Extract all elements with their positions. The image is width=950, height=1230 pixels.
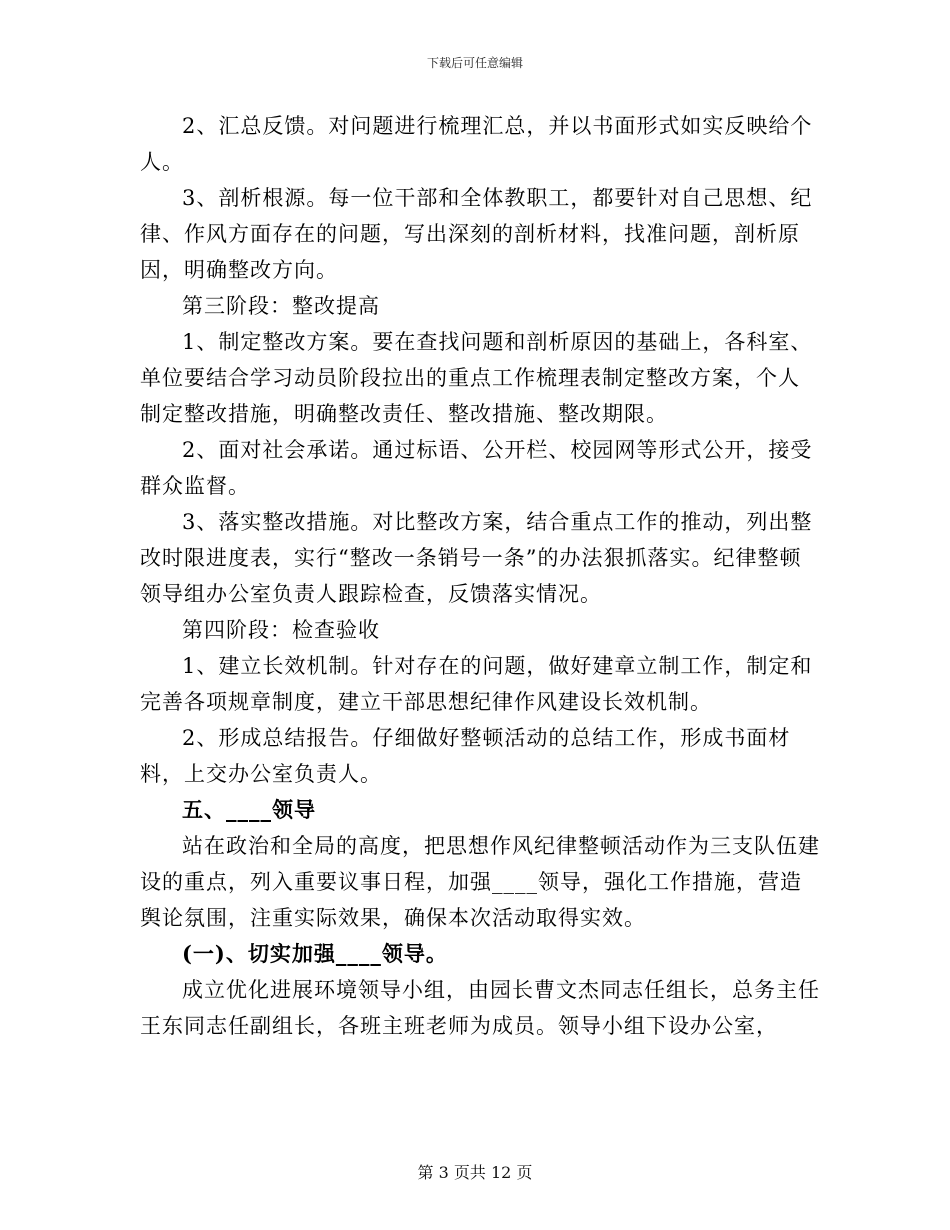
paragraph-summary-feedback: 2、汇总反馈。对问题进行梳理汇总，并以书面形式如实反映给个人。 <box>140 114 813 174</box>
paragraph-rectification-plan: 1、制定整改方案。要在查找问题和剖析原因的基础上，各科室、单位要结合学习动员阶段拉出的重点工作梳理表制定整改方案，个人制定整改措施，明确整改责任、整改措施、整改期限。 <box>140 330 813 426</box>
paragraph-root-analysis: 3、剖析根源。每一位干部和全体教职工，都要针对自己思想、纪律、作风方面存在的问题，写出深刻的剖析材料，找准问题，剖析原因，明确整改方向。 <box>140 186 813 282</box>
paragraph-leadership-group: 成立优化进展环境领导小组，由园长曹文杰同志任组长，总务主任王东同志任副组长，各班主班老师为成员。领导小组下设办公室， <box>140 978 820 1038</box>
paragraph-long-term-mechanism: 1、建立长效机制。针对存在的问题，做好建章立制工作，制定和完善各项规章制度，建立干部思想纪律作风建设长效机制。 <box>140 654 813 714</box>
paragraph-summary-report: 2、形成总结报告。仔细做好整顿活动的总结工作，形成书面材料，上交办公室负责人。 <box>140 726 791 786</box>
page-number: 第 3 页共 12 页 <box>417 1163 533 1182</box>
paragraph-political-height: 站在政治和全局的高度，把思想作风纪律整顿活动作为三支队伍建设的重点，列入重要议事日程，加强____领导，强化工作措施，营造舆论氛围，注重实际效果，确保本次活动取得实效。 <box>140 834 820 930</box>
paragraph-public-commitment: 2、面对社会承诺。通过标语、公开栏、校园网等形式公开，接受群众监督。 <box>140 438 813 498</box>
paragraph-implement-measures: 3、落实整改措施。对比整改方案，结合重点工作的推动，列出整改时限进度表，实行“整改一条销号一条”的办法狠抓落实。纪律整顿领导组办公室负责人跟踪检查，反馈落实情况。 <box>140 510 813 606</box>
document-body <box>140 108 820 1044</box>
section-five-heading: 五、____领导 <box>182 797 316 822</box>
stage-four-heading: 第四阶段：检查验收 <box>182 618 380 642</box>
header-note: 下载后可任意编辑 <box>426 56 523 70</box>
subsection-one-heading: (一)、切实加强____领导。 <box>182 941 448 966</box>
stage-three-heading: 第三阶段：整改提高 <box>182 294 380 318</box>
